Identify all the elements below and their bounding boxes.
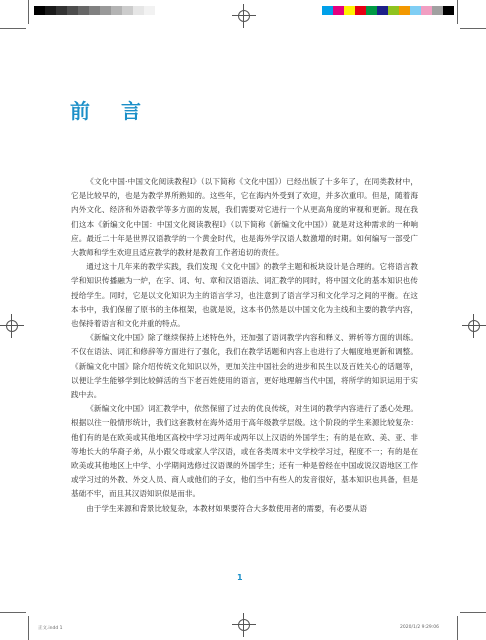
paragraph: 由于学生来源和背景比较复杂，本教材如果要符合大多数使用者的需要，有必要从语: [86, 503, 368, 513]
crop-mark-icon: [457, 616, 458, 640]
paragraph: 《新编文化中国》除了继续保持上述特色外，还加强了语词教学内容和释义、辨析等方面的训练。不仅在语法、词汇和修辞等方面进行了强化，我们在教学话题和内容上也进行了大幅度地更新和调整。《新编文化中国》除介绍传统文化知识以外，更加关注中国社会的进步和民生以及百姓关心的话题等，以便让学生能够学到比较鲜活的当下老百姓使用的语言，更好地理解当代中国，将所学的知识运用于实践中去。: [71, 333, 418, 400]
registration-mark-icon: [236, 8, 252, 24]
color-swatch: [333, 6, 344, 15]
paragraph: 通过这十几年来的教学实践，我们发现《文化中国》的教学主题和板块设计是合理的。它将语言教学和知识传播融为一炉，在字、词、句、章和汉语语法、词汇教学的同时，将中国文化的基本知识也传授给学生。同时，它是以文化知识为主的语言学习，也注意到了语言学习和文化学习之间的平衡。在这本书中，我们保留了原书的主体框架，也就是说，这本书仍然是以中国文化为主线和主要的教学内容，也保持着语言和文化并重的特点。: [71, 262, 418, 329]
color-swatch: [366, 6, 377, 15]
crop-mark-icon: [0, 28, 26, 29]
crop-mark-icon: [28, 0, 29, 24]
body-text: [71, 175, 418, 516]
registration-mark-icon: [236, 617, 252, 633]
color-swatch: [122, 6, 133, 15]
color-swatch: [100, 6, 111, 15]
color-bar-left: [34, 6, 166, 15]
page-title: 前 言: [70, 99, 153, 123]
color-swatch: [89, 6, 100, 15]
color-swatch: [454, 6, 465, 15]
crop-mark-icon: [28, 616, 29, 640]
color-swatch: [78, 6, 89, 15]
crop-mark-icon: [460, 28, 486, 29]
color-swatch: [399, 6, 410, 15]
color-swatch: [144, 6, 155, 15]
color-swatch: [155, 6, 166, 15]
color-swatch: [133, 6, 144, 15]
color-swatch: [111, 6, 122, 15]
color-bar-right: [322, 6, 465, 15]
crop-mark-icon: [460, 612, 486, 613]
registration-mark-icon: [4, 318, 20, 334]
color-swatch: [443, 6, 454, 15]
page-number: 1: [237, 573, 243, 582]
file-slug: 正文.indd 1: [38, 626, 63, 631]
color-swatch: [67, 6, 78, 15]
registration-mark-icon: [466, 318, 482, 334]
color-swatch: [56, 6, 67, 15]
timestamp-slug: 2020/1/2 9:29:06: [400, 625, 439, 630]
color-swatch: [45, 6, 56, 15]
color-swatch: [388, 6, 399, 15]
color-swatch: [34, 6, 45, 15]
paragraph: 《新编文化中国》词汇教学中，依然保留了过去的优良传统，对生词的教学内容进行了悉心处理。根据以往一般情形统计，我们这套教材在海外适用于高年级教学层级。这个阶段的学生来源比较复杂：他们有的是在欧美或其他地区高校中学习过两年或两年以上汉语的外国学生；有的是在欧、美、亚、非等地长大的华裔子弟，从小跟父母或家人学汉语，或在各类周末中文学校学习过，程度不一；有的是在欧美或其他地区上中学、小学期间选修过汉语课的外国学生；还有一种是曾经在中国或说汉语地区工作或学习过的外教、外交人员、商人或他们的子女，他们当中有些人的发音很好，基本知识也具备，但是基础不牢，而且其汉语知识似是而非。: [71, 404, 418, 499]
color-swatch: [377, 6, 388, 15]
color-swatch: [355, 6, 366, 15]
color-swatch: [410, 6, 421, 15]
color-swatch: [432, 6, 443, 15]
color-swatch: [322, 6, 333, 15]
crop-mark-icon: [457, 0, 458, 24]
color-swatch: [344, 6, 355, 15]
paragraph: 《文化中国·中国文化阅读教程Ⅰ》（以下简称《文化中国》）已经出版了十多年了，在同类教材中，它是比较早的，也是为教学界所熟知的。这些年，它在海内外受到了欢迎，并多次重印。但是，随着海内外文化、经济和外语教学等多方面的发展，我们需要对它进行一个从更高角度的审视和更新。现在我们这本《新编文化中国：中国文化阅读教程Ⅰ》（以下简称《新编文化中国》）就是对这种需求的一种响应。最近二十年是世界汉语教学的一个黄金时代，也是海外学汉语人数激增的时期。如何编写一部受广大教师和学生欢迎且适应教学的教材是教育工作者追切的责任。: [71, 177, 418, 258]
crop-mark-icon: [0, 612, 26, 613]
color-swatch: [421, 6, 432, 15]
